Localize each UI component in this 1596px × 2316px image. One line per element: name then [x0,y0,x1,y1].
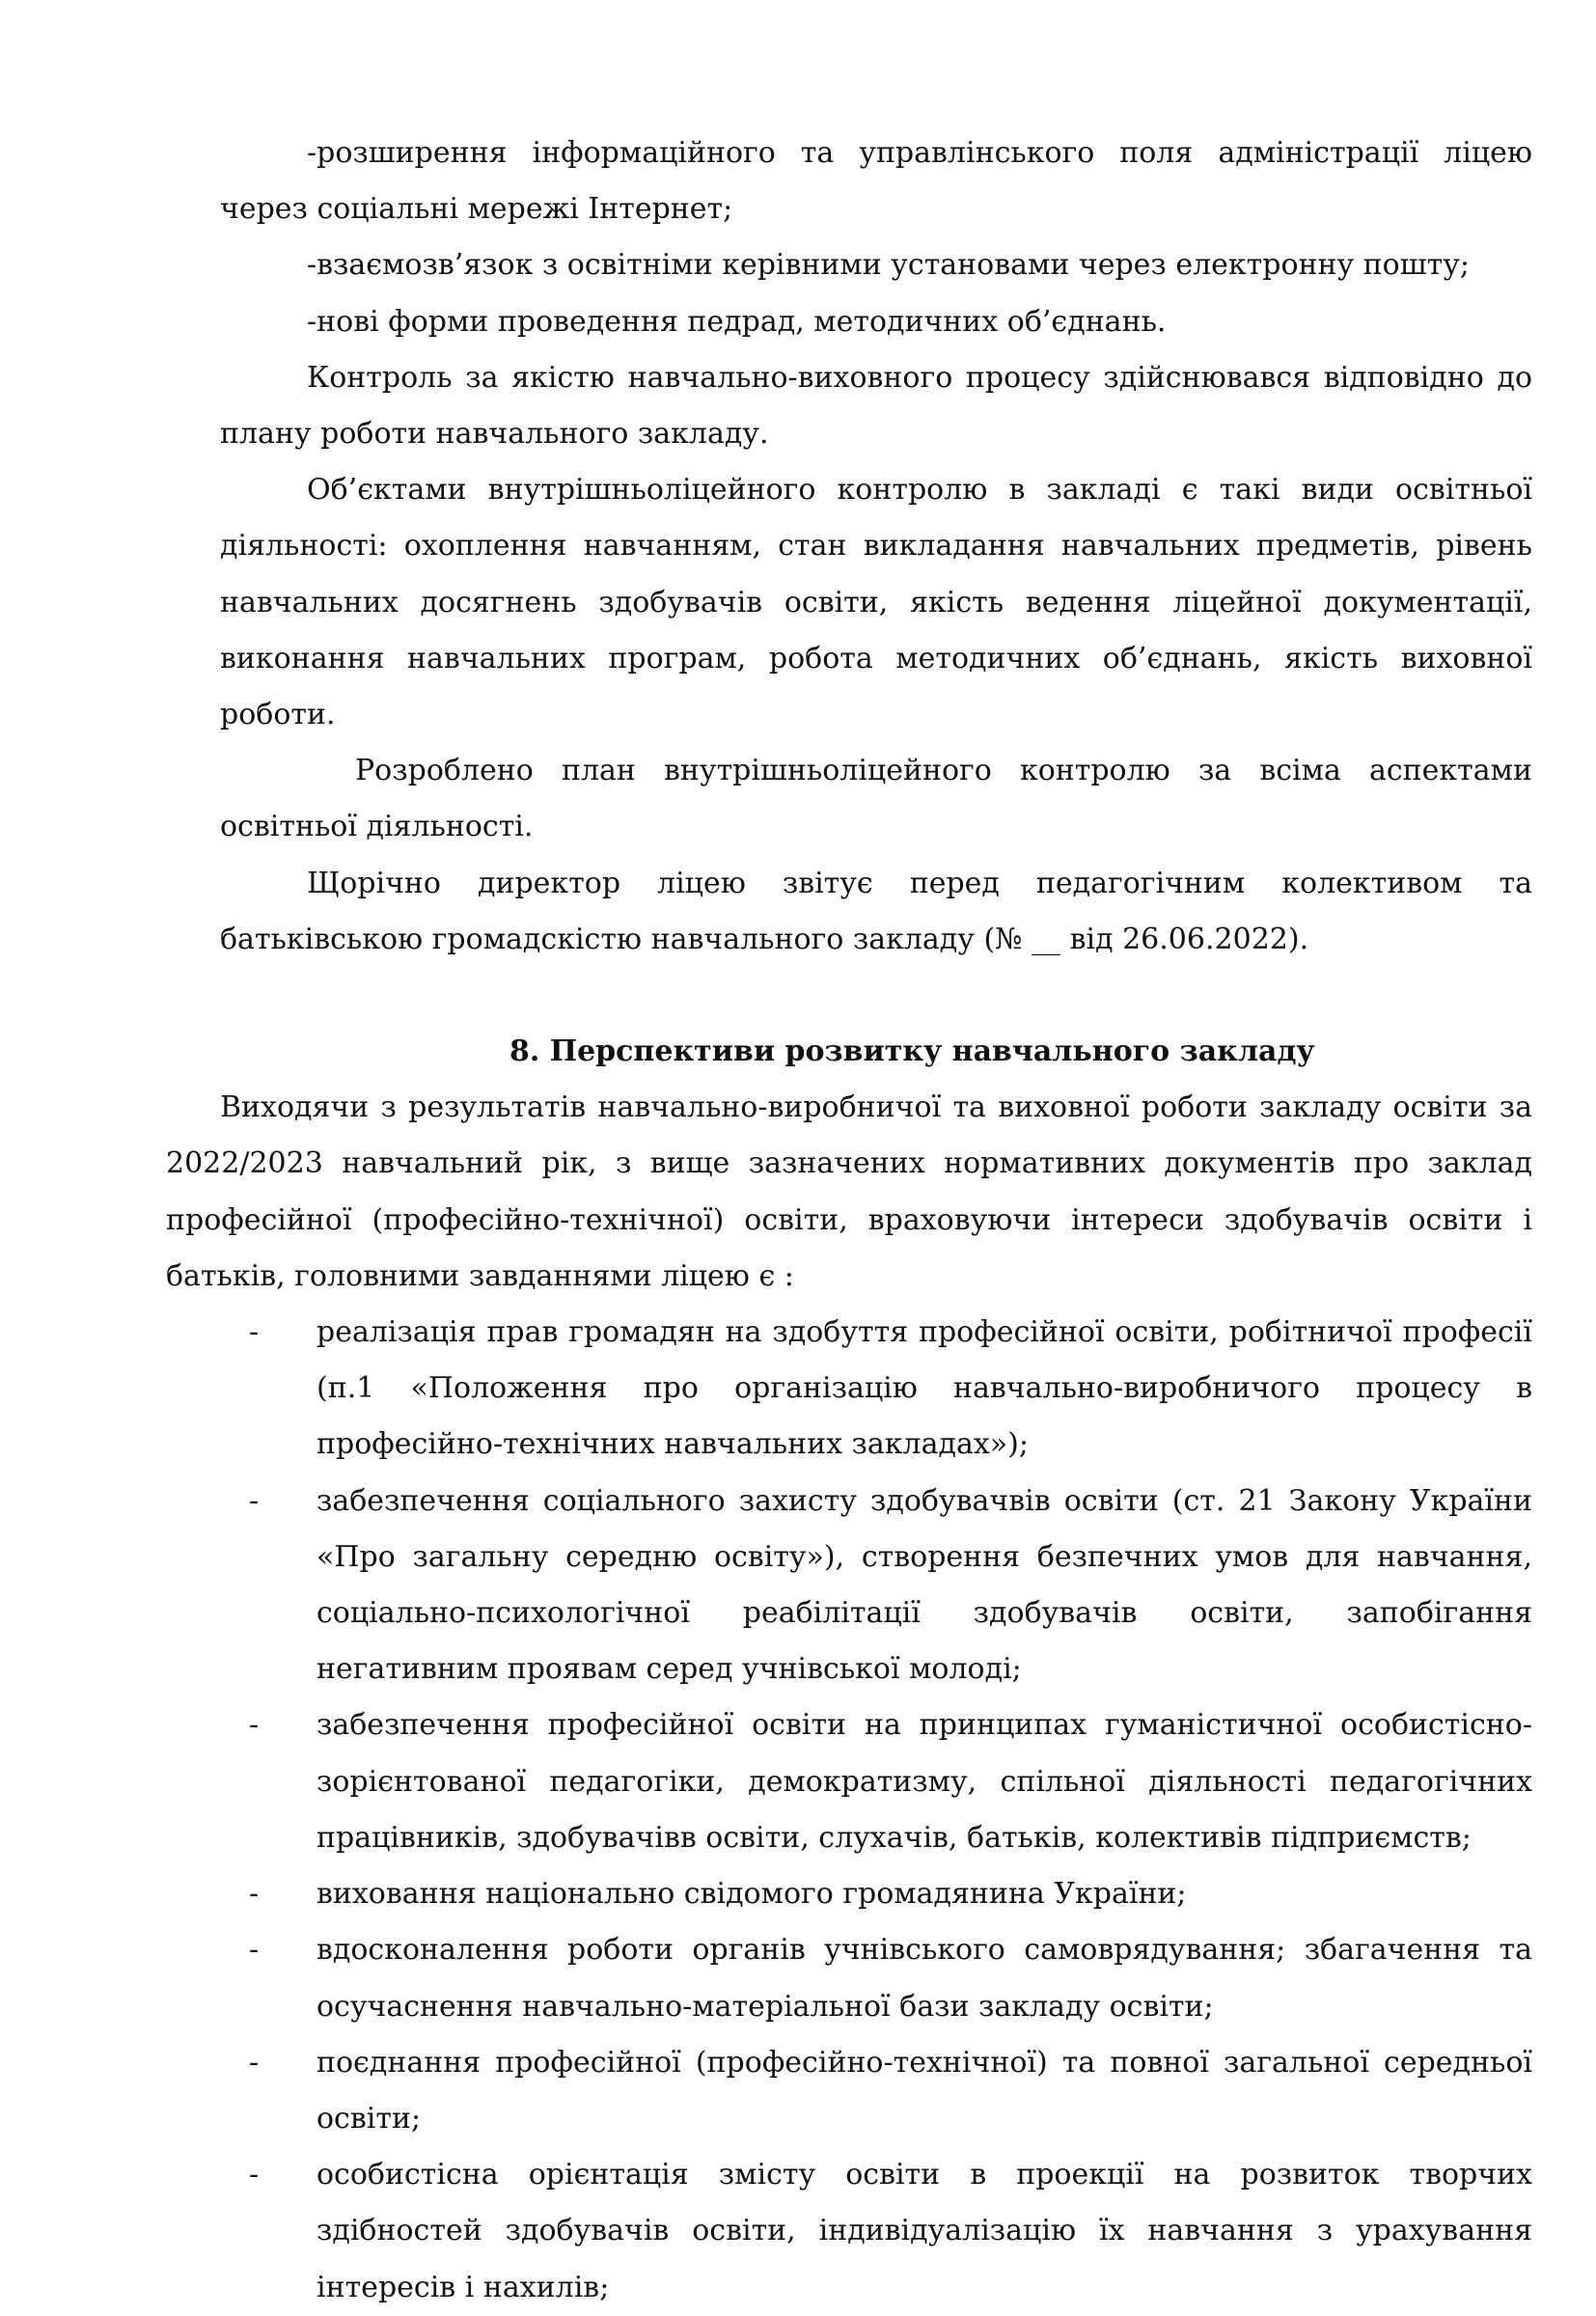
list-item-text: вдосконалення роботи органів учнівського самоврядування; збагачення та осучаснення навчально-матеріальної бази закладу освіти; [316,1933,1532,2024]
page-content [166,125,1532,2316]
paragraph-email-communication: -взаємозв’язок з освітніми керівними установами через електронну пошту; [307,248,1470,283]
paragraph-quality-control: Контроль за якістю навчально-виховного процесу здійснювався відповідно до плану роботи навчального закладу. [220,360,1532,452]
paragraph-director-report: Щорічно директор ліцею звітує перед педагогічним колективом та батьківською громадскістю навчального закладу (№ __ від 26.06.2022). [220,866,1532,956]
section-spacer [220,968,1532,1024]
list-item [249,1866,1532,1922]
list-item [249,1305,1532,1474]
paragraph-control-plan: Розроблено план внутрішньоліцейного контролю за всіма аспектами освітньої діяльності. [220,754,1532,844]
bullet-dash: - [249,2158,260,2192]
list-item-text: забезпечення соціального захисту здобувачвів освіти (ст. 21 Закону України «Про загальну середню освіту»), створення безпечних умов для навчання, соціально-психологічної реабілітації здобувачів освіти, запобігання негативним проявам серед учнівської молоді; [316,1483,1532,1687]
list-item-text: виховання національно свідомого громадянина України; [316,1877,1187,1912]
bullet-dash: - [249,1877,260,1912]
bullet-dash: - [249,1483,260,1518]
bullet-dash: - [249,1708,260,1743]
paragraph-social-networks: -розширення інформаційного та управлінського поля адміністрації ліцею через соціальні мережі Інтернет; [220,136,1532,227]
paragraph-control-objects: Об’єктами внутрішньоліцейного контролю в закладі є такі види освітньої діяльності: охоплення навчанням, стан викладання навчальних предметів, рівень навчальних досягнень здобувачів освіти, якість ведення ліцейної документації, виконання навчальних програм, робота методичних об’єднань, якість виховної роботи. [220,473,1532,732]
list-item-text: поєднання професійної (професійно-технічної) та повної загальної середньої освіти; [316,2045,1532,2136]
bullet-dash: - [249,1315,260,1350]
list-item [249,2035,1532,2147]
list-item [249,2147,1532,2316]
list-item [249,1697,1532,1866]
list-item [249,1474,1532,1698]
list-item [249,1922,1532,2034]
section-title: 8. Перспективи розвитку навчального закладу [509,1034,1315,1069]
section-intro: Виходячи з результатів навчально-виробничої та виховної роботи закладу освіти за 2022/2023 навчальний рік, з вище зазначених нормативних документів про заклад професійної (професійно-технічної) освіти, враховуючи інтереси здобувачів освіти і батьків, головними завданнями ліцею є : [166,1090,1532,1293]
list-item-text: особистісна орієнтація змісту освіти в проекції на розвиток творчих здібностей здобувачів освіти, індивідуалізацію їх навчання з урахування інтересів і нахилів; [316,2158,1532,2304]
task-list [220,1305,1532,2316]
bullet-dash: - [249,2045,260,2080]
paragraph-new-forms: -нові форми проведення педрад, методичних об’єднань. [307,304,1167,339]
bullet-dash: - [249,1933,260,1968]
list-item-text: реалізація прав громадян на здобуття професійної освіти, робітничої професії (п.1 «Положення про організацію навчально-виробничого процесу в професійно-технічних навчальних закладах»); [316,1315,1532,1462]
list-item-text: забезпечення професійної освіти на принципах гуманістичної особистісно-зорієнтованої педагогіки, демократизму, спільної діяльності педагогічних працівників, здобувачівв освіти, слухачів, батьків, колективів підприємств; [316,1708,1532,1855]
